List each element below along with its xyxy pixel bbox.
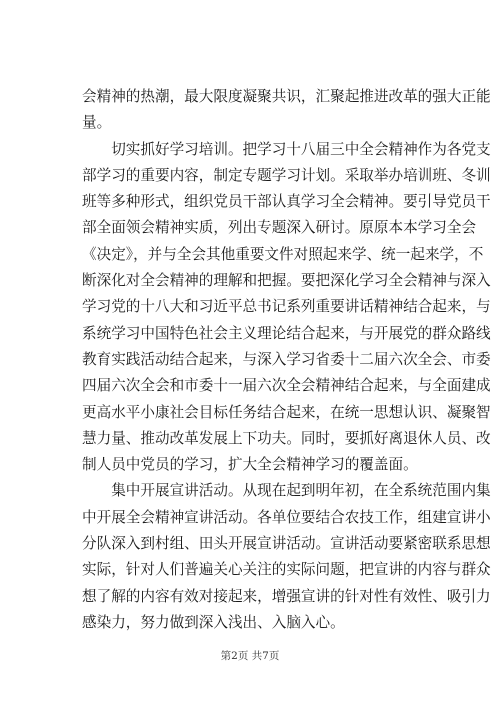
text-line: 断深化对全会精神的理解和把握。要把深化学习全会精神与深入 <box>82 272 491 290</box>
text-line: 量。 <box>82 114 112 132</box>
text-line: 慧力量、推动改革发展上下功夫。同时，要抓好离退休人员、改 <box>82 429 491 447</box>
text-line: 实际，针对人们普遍关心关注的实际问题，把宣讲的内容与群众 <box>82 561 491 579</box>
text-line: 部学习的重要内容，制定专题学习计划。采取举办培训班、冬训 <box>82 166 491 184</box>
text-line: 部全面领会精神实质，列出专题深入研讨。原原本本学习全会 <box>82 219 477 237</box>
text-line: 分队深入到村组、田头开展宣讲活动。宣讲活动要紧密联系思想 <box>82 535 491 553</box>
text-line: 感染力，努力做到深入浅出、入脑入心。 <box>82 613 345 631</box>
text-line: 更高水平小康社会目标任务结合起来，在统一思想认识、凝聚智 <box>82 403 491 421</box>
text-line: 学习党的十八大和习近平总书记系列重要讲话精神结合起来，与 <box>82 298 491 316</box>
text-line: 四届六次全会和市委十一届六次全会精神结合起来，与全面建成 <box>82 377 491 395</box>
text-line: 《决定》，并与全会其他重要文件对照起来学、统一起来学，不 <box>82 245 484 263</box>
text-line: 教育实践活动结合起来，与深入学习省委十二届六次全会、市委 <box>82 350 491 368</box>
text-line: 会精神的热潮，最大限度凝聚共识，汇聚起推进改革的强大正能 <box>82 88 491 105</box>
text-line: 切实抓好学习培训。把学习十八届三中全会精神作为各党支 <box>82 140 491 158</box>
page-number-footer: 第2页 共7页 <box>220 650 280 662</box>
text-line: 系统学习中国特色社会主义理论结合起来，与开展党的群众路线 <box>82 324 491 342</box>
body-text <box>82 84 491 636</box>
text-line: 班等多种形式，组织党员干部认真学习全会精神。要引导党员干 <box>82 193 491 211</box>
text-line: 制人员中党员的学习，扩大全会精神学习的覆盖面。 <box>82 456 418 474</box>
text-line: 想了解的内容有效对接起来，增强宣讲的针对性有效性、吸引力 <box>82 587 491 605</box>
text-line: 集中开展宣讲活动。从现在起到明年初，在全系统范围内集 <box>82 482 491 500</box>
text-line: 中开展全会精神宣讲活动。各单位要结合农技工作，组建宣讲小 <box>82 508 491 526</box>
